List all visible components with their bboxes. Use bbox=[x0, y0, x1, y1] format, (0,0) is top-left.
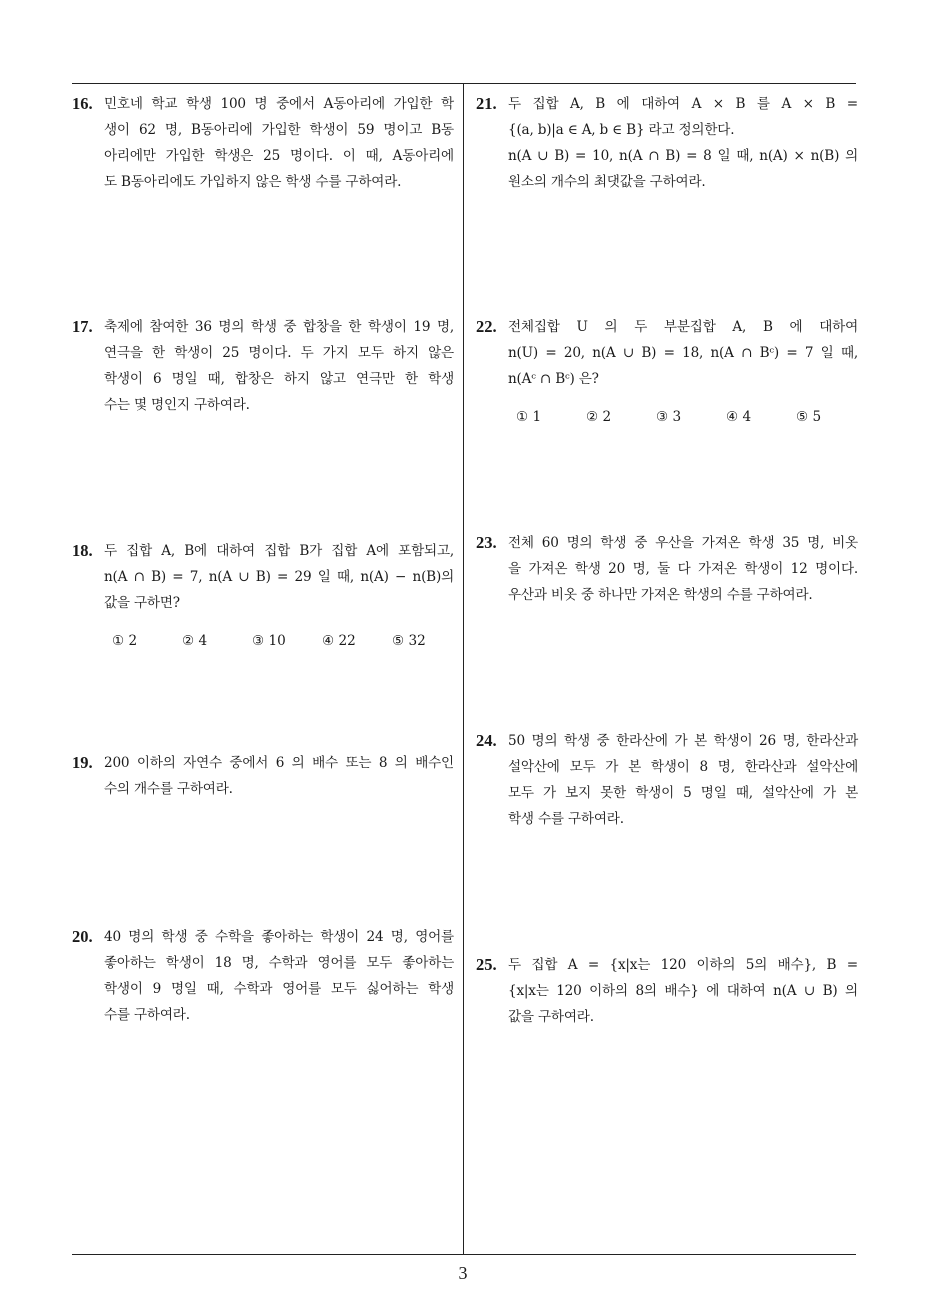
problem-number: 22. bbox=[476, 317, 497, 336]
problem-25 bbox=[476, 952, 858, 1030]
problem-line: {x|x는 120 이하의 8의 배수} 에 대하여 n(A ∪ B) 의 bbox=[508, 983, 858, 999]
problem-19 bbox=[72, 750, 454, 802]
problem-number: 20. bbox=[72, 927, 93, 946]
problem-line: 40 명의 학생 중 수학을 좋아하는 학생이 24 명, 영어를 bbox=[104, 929, 454, 945]
problem-line: 학생 수를 구하여라. bbox=[508, 811, 624, 827]
problem-line: 200 이하의 자연수 중에서 6 의 배수 또는 8 의 배수인 bbox=[104, 755, 454, 771]
problem-line: 학생이 6 명일 때, 합창은 하지 않고 연극만 한 학생 bbox=[104, 371, 454, 387]
problem-line: 수는 몇 명인지 구하여라. bbox=[104, 397, 250, 413]
problem-line: 전체 60 명의 학생 중 우산을 가져온 학생 35 명, 비옷 bbox=[508, 535, 858, 551]
problem-16 bbox=[72, 91, 454, 195]
problem-21 bbox=[476, 91, 858, 195]
problem-line: n(U) = 20, n(A ∪ B) = 18, n(A ∩ Bᶜ) = 7 일 때, bbox=[508, 345, 858, 361]
problem-line: 학생이 9 명일 때, 수학과 영어를 모두 싫어하는 학생 bbox=[104, 981, 454, 997]
choice-5[interactable]: ⑤ 32 bbox=[392, 633, 426, 649]
choice-1[interactable]: ① 2 bbox=[112, 633, 138, 649]
choice-4[interactable]: ④ 4 bbox=[726, 409, 752, 425]
problem-line: 연극을 한 학생이 25 명이다. 두 가지 모두 하지 않은 bbox=[104, 345, 454, 361]
problem-number: 25. bbox=[476, 955, 497, 974]
bottom-rule bbox=[72, 1254, 856, 1255]
problem-line: 값을 구하여라. bbox=[508, 1009, 594, 1025]
choice-4[interactable]: ④ 22 bbox=[322, 633, 356, 649]
problem-number: 16. bbox=[72, 94, 93, 113]
problem-line: 두 집합 A, B에 대하여 집합 B가 집합 A에 포함되고, bbox=[104, 543, 454, 559]
problem-number: 23. bbox=[476, 533, 497, 552]
problem-line: 민호네 학교 학생 100 명 중에서 A동아리에 가입한 학 bbox=[104, 96, 454, 112]
problem-line: 생이 62 명, B동아리에 가입한 학생이 59 명이고 B동 bbox=[104, 122, 454, 138]
problem-line: 원소의 개수의 최댓값을 구하여라. bbox=[508, 174, 706, 190]
problem-line: 우산과 비옷 중 하나만 가져온 학생의 수를 구하여라. bbox=[508, 587, 813, 603]
page-number: 3 bbox=[458, 1263, 468, 1283]
problem-number: 24. bbox=[476, 731, 497, 750]
problem-line: 축제에 참여한 36 명의 학생 중 합창을 한 학생이 19 명, bbox=[104, 319, 454, 335]
problem-22 bbox=[476, 314, 858, 428]
column-divider bbox=[463, 83, 464, 1254]
problem-line: 전체집합 U 의 두 부분집합 A, B 에 대하여 bbox=[508, 319, 858, 335]
problem-line: n(A ∩ B) = 7, n(A ∪ B) = 29 일 때, n(A) − n(B)의 bbox=[104, 569, 454, 585]
problem-number: 21. bbox=[476, 94, 497, 113]
problem-line: 값을 구하면? bbox=[104, 595, 180, 611]
problem-number: 18. bbox=[72, 541, 93, 560]
problem-number: 17. bbox=[72, 317, 93, 336]
problem-line: 을 가져온 학생 20 명, 둘 다 가져온 학생이 12 명이다. bbox=[508, 561, 858, 577]
top-rule bbox=[72, 83, 856, 84]
problem-line: n(Aᶜ ∩ Bᶜ) 은? bbox=[508, 371, 599, 387]
problem-24 bbox=[476, 728, 858, 832]
problem-line: 아리에만 가입한 학생은 25 명이다. 이 때, A동아리에 bbox=[104, 148, 454, 164]
problem-20 bbox=[72, 924, 454, 1028]
choice-5[interactable]: ⑤ 5 bbox=[796, 409, 822, 425]
problem-23 bbox=[476, 530, 858, 608]
problem-line: {(a, b)|a ∈ A, b ∈ B} 라고 정의한다. bbox=[508, 122, 735, 138]
problem-line: 도 B동아리에도 가입하지 않은 학생 수를 구하여라. bbox=[104, 174, 402, 190]
choice-2[interactable]: ② 4 bbox=[182, 633, 208, 649]
problem-line: 모두 가 보지 못한 학생이 5 명일 때, 설악산에 가 본 bbox=[508, 785, 858, 801]
problem-line: n(A ∪ B) = 10, n(A ∩ B) = 8 일 때, n(A) × n(B) 의 bbox=[508, 148, 858, 164]
problem-line: 두 집합 A = {x|x는 120 이하의 5의 배수}, B = bbox=[508, 957, 858, 973]
problem-number: 19. bbox=[72, 753, 93, 772]
answer-choices bbox=[112, 630, 454, 652]
choice-3[interactable]: ③ 3 bbox=[656, 409, 682, 425]
problem-line: 두 집합 A, B 에 대하여 A × B 를 A × B = bbox=[508, 96, 858, 112]
problem-line: 50 명의 학생 중 한라산에 가 본 학생이 26 명, 한라산과 bbox=[508, 733, 858, 749]
problem-17 bbox=[72, 314, 454, 418]
choice-1[interactable]: ① 1 bbox=[516, 409, 542, 425]
problem-line: 수의 개수를 구하여라. bbox=[104, 781, 233, 797]
problem-18 bbox=[72, 538, 454, 652]
answer-choices bbox=[516, 406, 858, 428]
problem-line: 설악산에 모두 가 본 학생이 8 명, 한라산과 설악산에 bbox=[508, 759, 858, 775]
problem-line: 수를 구하여라. bbox=[104, 1007, 190, 1023]
problem-line: 좋아하는 학생이 18 명, 수학과 영어를 모두 좋아하는 bbox=[104, 955, 454, 971]
choice-2[interactable]: ② 2 bbox=[586, 409, 612, 425]
choice-3[interactable]: ③ 10 bbox=[252, 633, 286, 649]
